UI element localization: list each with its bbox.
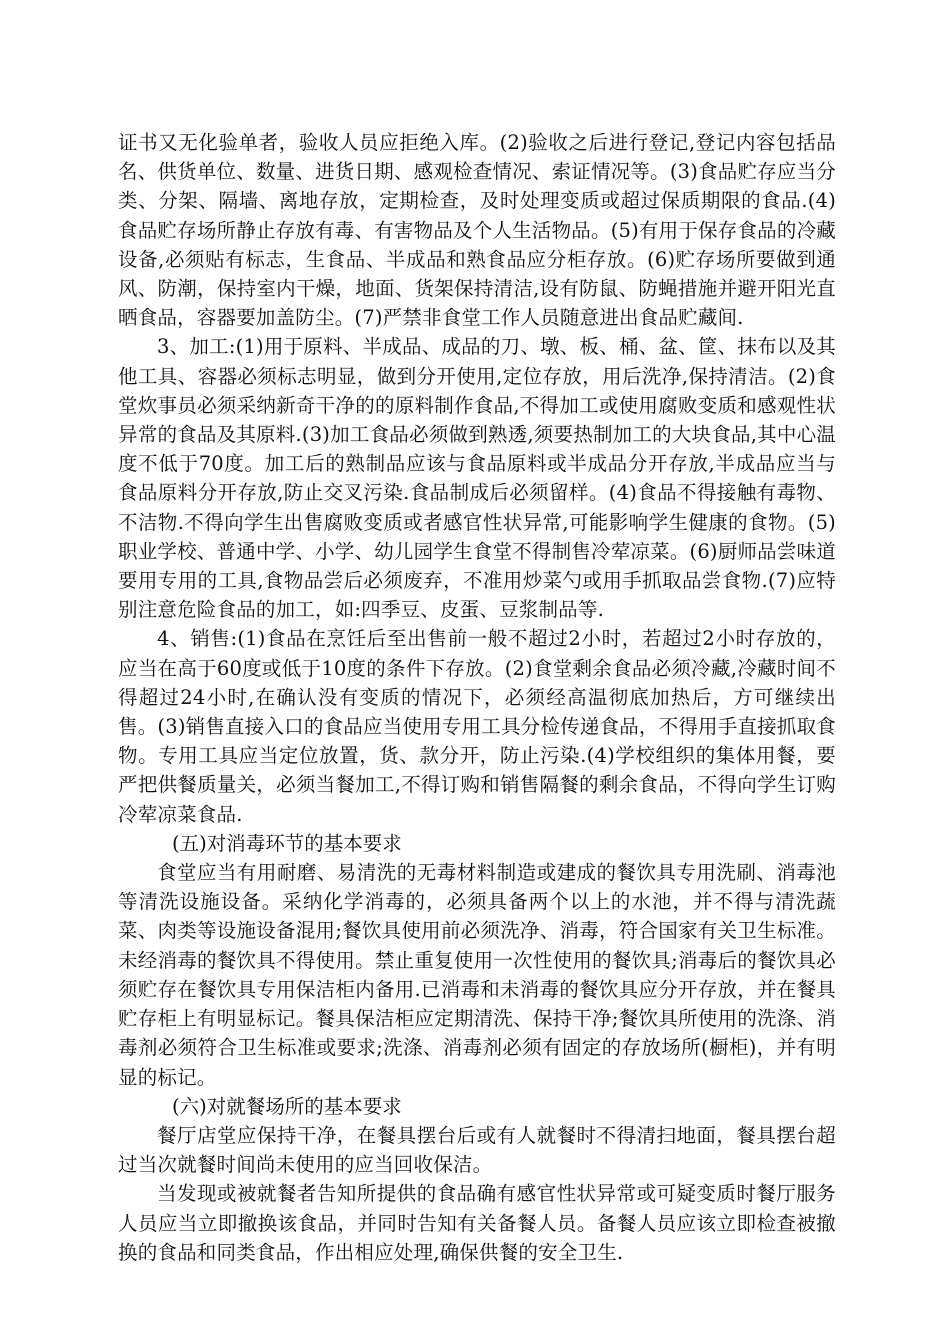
- paragraph-storage-continued: 证书又无化验单者，验收人员应拒绝入库。(2)验收之后进行登记,登记内容包括品名、供货单位、数量、进货日期、感观检查情况、索证情况等。(3)食品贮存应当分类、分架、隔墙、离地存放，定期检查，及时处理变质或超过保质期限的食品.(4)食品贮存场所静止存放有毒、有害物品及个人生活物品。(5)有用于保存食品的冷藏设备,必须贴有标志，生食品、半成品和熟食品应分柜存放。(6)贮存场所要做到通风、防潮，保持室内干燥，地面、货架保持清洁,设有防鼠、防蝇措施并避开阳光直晒食品，容器要加盖防尘。(7)严禁非食堂工作人员随意进出食品贮藏间.: [118, 131, 836, 330]
- paragraph-disinfection: 食堂应当有用耐磨、易清洗的无毒材料制造或建成的餐饮具专用洗刷、消毒池等清洗设施设备。采纳化学消毒的，必须具备两个以上的水池，并不得与清洗蔬菜、肉类等设施设备混用;餐饮具使用前必须洗净、消毒，符合国家有关卫生标准。未经消毒的餐饮具不得使用。禁止重复使用一次性使用的餐饮具;消毒后的餐饮具必须贮存在餐饮具专用保洁柜内备用.已消毒和未消毒的餐饮具应分开存放，并在餐具贮存柜上有明显标记。餐具保洁柜应定期清洗、保持干净;餐饮具所使用的洗涤、消毒剂必须符合卫生标准或要求;洗涤、消毒剂必须有固定的存放场所(橱柜)，并有明显的标记。: [118, 861, 836, 1089]
- section-heading-disinfection: (五)对消毒环节的基本要求: [172, 831, 402, 855]
- document-page: [118, 128, 836, 1267]
- paragraph-processing: 3、加工:(1)用于原料、半成品、成品的刀、墩、板、桶、盆、筐、抹布以及其他工具、容器必须标志明显，做到分开使用,定位存放，用后洗净,保持清洁。(2)食堂炊事员必须采纳新奇干净的的原料制作食品,不得加工或使用腐败变质和感观性状异常的食品及其原料.(3)加工食品必须做到熟透,须要热制加工的大块食品,其中心温度不低于70度。加工后的熟制品应该与食品原料或半成品分开存放,半成品应当与食品原料分开存放,防止交叉污染.食品制成后必须留样。(4)食品不得接触有毒物、不洁物.不得向学生出售腐败变质或者感官性状异常,可能影响学生健康的食物。(5)职业学校、普通中学、小学、幼儿园学生食堂不得制售冷荤凉菜。(6)厨师品尝味道要用专用的工具,食物品尝后必须废弃，不准用炒菜勺或用手抓取品尝食物.(7)应特别注意危险食品的加工，如:四季豆、皮蛋、豆浆制品等.: [118, 335, 836, 622]
- paragraph-dining-hall: 餐厅店堂应保持干净，在餐具摆台后或有人就餐时不得清扫地面，餐具摆台超过当次就餐时间尚未使用的应当回收保洁。: [118, 1123, 836, 1177]
- paragraph-food-replacement: 当发现或被就餐者告知所提供的食品确有感官性状异常或可疑变质时餐厅服务人员应当立即撤换该食品，并同时告知有关备餐人员。备餐人员应该立即检查被撤换的食品和同类食品，作出相应处理,确保供餐的安全卫生.: [118, 1182, 836, 1264]
- paragraph-sales: 4、销售:(1)食品在烹饪后至出售前一般不超过2小时，若超过2小时存放的，应当在高于60度或低于10度的条件下存放。(2)食堂剩余食品必须冷藏,冷藏时间不得超过24小时,在确认没有变质的情况下，必须经高温彻底加热后，方可继续出售。(3)销售直接入口的食品应当使用专用工具分检传递食品，不得用手直接抓取食物。专用工具应当定位放置，货、款分开，防止污染.(4)学校组织的集体用餐，要严把供餐质量关，必须当餐加工,不得订购和销售隔餐的剩余食品，不得向学生订购冷荤凉菜食品.: [118, 627, 836, 826]
- section-heading-dining-area: (六)对就餐场所的基本要求: [172, 1094, 402, 1118]
